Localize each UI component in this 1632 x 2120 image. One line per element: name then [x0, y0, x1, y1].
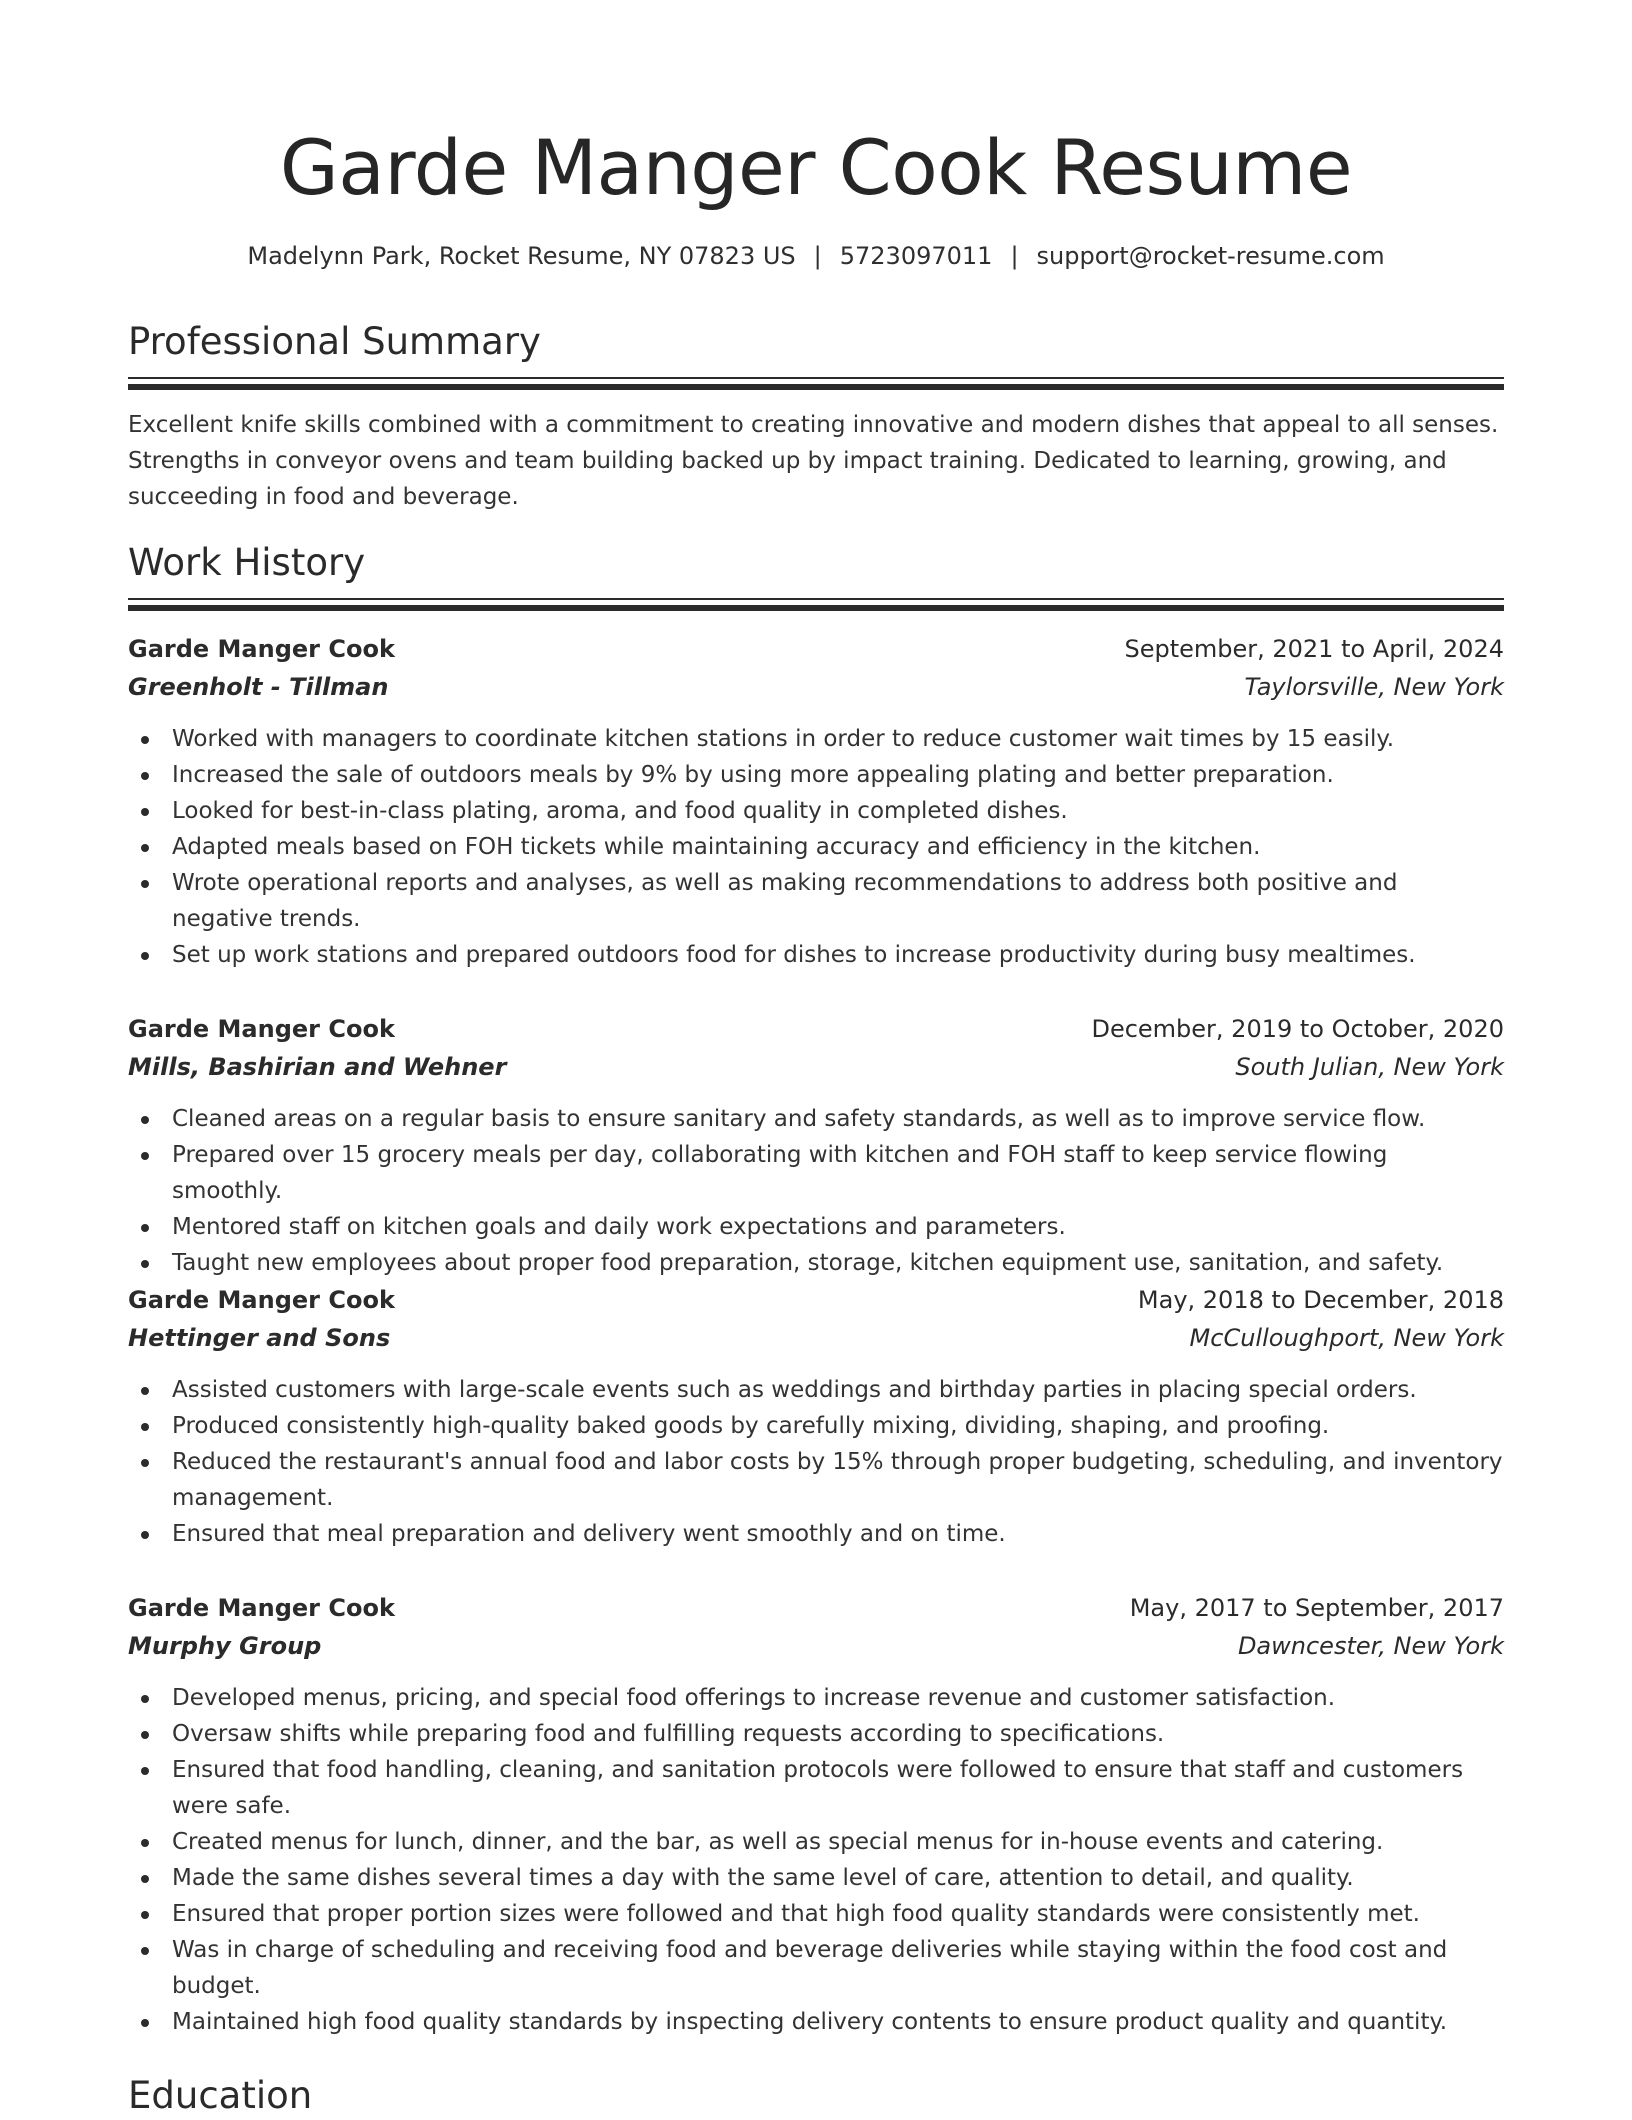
- job-bullet: Maintained high food quality standards by inspecting delivery contents to ensure product quality and quantity.: [128, 2004, 1504, 2040]
- job-bullet: Adapted meals based on FOH tickets while maintaining accuracy and efficiency in the kitchen.: [128, 829, 1504, 865]
- job-dates: May, 2017 to September, 2017: [1129, 1594, 1504, 1622]
- job-bullets: [128, 1101, 1504, 1281]
- contact-line: [128, 238, 1504, 274]
- job-dates: September, 2021 to April, 2024: [1124, 635, 1504, 663]
- job-bullet: Was in charge of scheduling and receiving food and beverage deliveries while staying within the food cost and budget.: [128, 1932, 1504, 2004]
- job-bullets: [128, 721, 1504, 973]
- job-location: Dawncester, New York: [1237, 1632, 1504, 1660]
- job-bullet: Ensured that meal preparation and delivery went smoothly and on time.: [128, 1516, 1504, 1552]
- job-bullet: Wrote operational reports and analyses, as well as making recommendations to address both positive and negative trends.: [128, 865, 1504, 937]
- job-bullet: Mentored staff on kitchen goals and daily work expectations and parameters.: [128, 1209, 1504, 1245]
- job-title: Garde Manger Cook: [128, 635, 395, 663]
- job-bullet: Cleaned areas on a regular basis to ensure sanitary and safety standards, as well as to improve service flow.: [128, 1101, 1504, 1137]
- job-bullet: Oversaw shifts while preparing food and fulfilling requests according to specifications.: [128, 1716, 1504, 1752]
- section-divider: [128, 598, 1504, 611]
- section-title-education: Education: [128, 2074, 313, 2117]
- contact-address: Madelynn Park, Rocket Resume, NY 07823 US: [247, 242, 796, 270]
- job-dates: December, 2019 to October, 2020: [1091, 1015, 1504, 1043]
- job-bullets: [128, 1372, 1504, 1552]
- job-bullet: Assisted customers with large-scale events such as weddings and birthday parties in placing special orders.: [128, 1372, 1504, 1408]
- contact-phone: 5723097011: [839, 242, 993, 270]
- contact-separator: |: [1010, 242, 1019, 270]
- job-bullet: Made the same dishes several times a day with the same level of care, attention to detail, and quality.: [128, 1860, 1504, 1896]
- job-bullet: Set up work stations and prepared outdoors food for dishes to increase productivity during busy mealtimes.: [128, 937, 1504, 973]
- contact-email: support@rocket-resume.com: [1036, 242, 1385, 270]
- job-bullet: Produced consistently high-quality baked goods by carefully mixing, dividing, shaping, and proofing.: [128, 1408, 1504, 1444]
- contact-separator: |: [813, 242, 822, 270]
- job-bullet: Created menus for lunch, dinner, and the bar, as well as special menus for in-house events and catering.: [128, 1824, 1504, 1860]
- job-bullet: Looked for best-in-class plating, aroma, and food quality in completed dishes.: [128, 793, 1504, 829]
- job-bullet: Developed menus, pricing, and special food offerings to increase revenue and customer satisfaction.: [128, 1680, 1504, 1716]
- job-company: Greenholt - Tillman: [128, 673, 389, 701]
- job-bullet: Increased the sale of outdoors meals by 9% by using more appealing plating and better preparation.: [128, 757, 1504, 793]
- section-divider: [128, 377, 1504, 390]
- job-company: Hettinger and Sons: [128, 1324, 391, 1352]
- job-title: Garde Manger Cook: [128, 1286, 395, 1314]
- job-company: Murphy Group: [128, 1632, 322, 1660]
- job-bullets: [128, 1680, 1504, 2040]
- summary-text: Excellent knife skills combined with a commitment to creating innovative and modern dishes that appeal to all senses. Strengths in conveyor ovens and team building backed up by impact training. Dedicated to learning, growing, and succeeding in food and beverage.: [128, 412, 1499, 510]
- section-title-summary: Professional Summary: [128, 320, 541, 363]
- job-entry: [128, 1010, 1504, 1281]
- resume-title: Garde Manger Cook Resume: [279, 123, 1353, 212]
- job-bullet: Prepared over 15 grocery meals per day, collaborating with kitchen and FOH staff to keep service flowing smoothly.: [128, 1137, 1504, 1209]
- job-entry: [128, 1281, 1504, 1552]
- job-title: Garde Manger Cook: [128, 1015, 395, 1043]
- job-entry: [128, 1589, 1504, 2040]
- job-bullet: Taught new employees about proper food preparation, storage, kitchen equipment use, sanitation, and safety.: [128, 1245, 1504, 1281]
- job-dates: May, 2018 to December, 2018: [1137, 1286, 1504, 1314]
- job-bullet: Ensured that food handling, cleaning, and sanitation protocols were followed to ensure that staff and customers were safe.: [128, 1752, 1504, 1824]
- job-bullet: Ensured that proper portion sizes were followed and that high food quality standards were consistently met.: [128, 1896, 1504, 1932]
- job-entry: [128, 630, 1504, 973]
- section-title-work-history: Work History: [128, 541, 366, 584]
- job-location: South Julian, New York: [1235, 1053, 1504, 1081]
- job-location: Taylorsville, New York: [1244, 673, 1504, 701]
- job-bullet: Reduced the restaurant's annual food and labor costs by 15% through proper budgeting, scheduling, and inventory management.: [128, 1444, 1504, 1516]
- job-location: McCulloughport, New York: [1189, 1324, 1504, 1352]
- job-title: Garde Manger Cook: [128, 1594, 395, 1622]
- job-bullet: Worked with managers to coordinate kitchen stations in order to reduce customer wait times by 15 easily.: [128, 721, 1504, 757]
- job-company: Mills, Bashirian and Wehner: [128, 1053, 507, 1081]
